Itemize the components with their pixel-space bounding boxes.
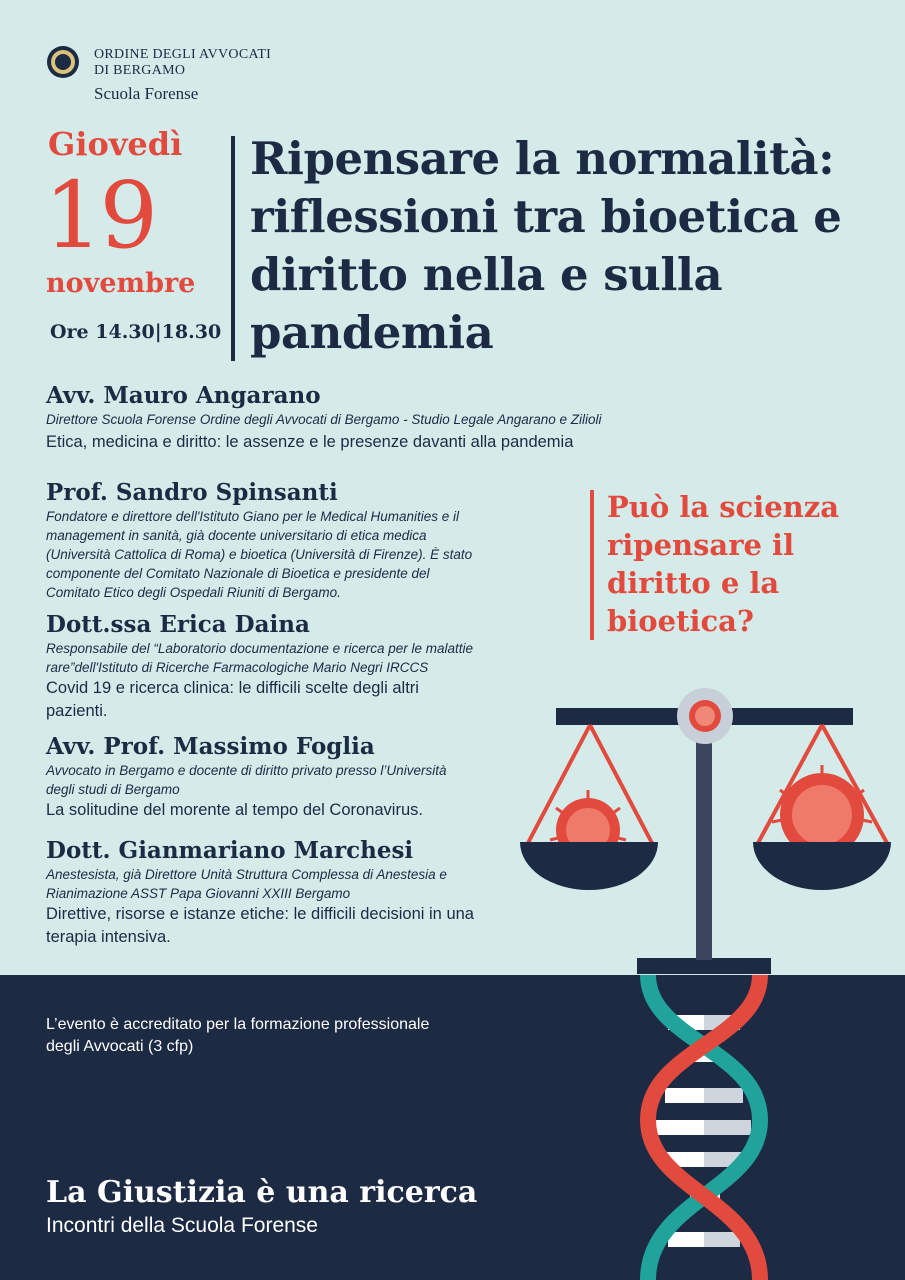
speaker-role: componente del Comitato Nazionale di Bioetica e presidente del	[46, 566, 430, 581]
dna-helix-illustration	[637, 958, 771, 1280]
speaker-talk: Etica, medicina e diritto: le assenze e le presenze davanti alla pandemia	[46, 433, 574, 451]
question-line: diritto e la	[607, 566, 780, 600]
highlight-question	[607, 488, 897, 640]
org-name-line1: ORDINE DEGLI AVVOCATI	[94, 47, 272, 62]
series-subtitle: Incontri della Scuola Forense	[46, 1214, 318, 1237]
speaker-name: Avv. Mauro Angarano	[46, 382, 321, 409]
title-divider	[231, 136, 235, 361]
org-name-line2: DI BERGAMO	[94, 63, 186, 78]
accreditation-note	[46, 1014, 526, 1058]
speaker-talk: pazienti.	[46, 702, 108, 720]
school-name: Scuola Forense	[94, 84, 199, 103]
question-line: bioetica?	[607, 604, 754, 638]
speaker-role: Rianimazione ASST Papa Giovanni XXIII Bergamo	[46, 886, 351, 901]
speaker-role: Responsabile del “Laboratorio documentazione e ricerca per le malattie	[46, 641, 473, 656]
speaker-block	[46, 611, 566, 723]
speaker-role: Comitato Etico degli Ospedali Riuniti di Bergamo.	[46, 585, 341, 600]
speaker-block	[46, 382, 746, 454]
title-line: Ripensare la normalità:	[250, 132, 835, 185]
event-day: 19	[44, 162, 156, 269]
speaker-block	[46, 479, 566, 602]
speaker-role: degli studi di Bergamo	[46, 782, 180, 797]
speaker-name: Prof. Sandro Spinsanti	[46, 479, 338, 506]
speaker-role: rare”dell'Istituto di Ricerche Farmacologiche Mario Negri IRCCS	[46, 660, 429, 675]
speaker-name: Dott. Gianmariano Marchesi	[46, 837, 414, 864]
event-hours: Ore 14.30|18.30	[50, 321, 222, 343]
speaker-name: Dott.ssa Erica Daina	[46, 611, 310, 638]
speaker-role: Avvocato in Bergamo e docente di diritto privato presso l’Università	[46, 763, 447, 778]
title-line: diritto nella e sulla	[250, 248, 723, 301]
speaker-talk: terapia intensiva.	[46, 928, 171, 946]
speaker-talk: Covid 19 e ricerca clinica: le difficili scelte degli altri	[46, 679, 419, 697]
question-line: ripensare il	[607, 528, 795, 562]
question-divider	[590, 490, 594, 640]
accreditation-line: L’evento è accreditato per la formazione professionale	[46, 1016, 430, 1033]
scale-of-justice-illustration	[520, 688, 891, 960]
speaker-talk: Direttive, risorse e istanze etiche: le difficili decisioni in una	[46, 905, 474, 923]
speaker-role: Direttore Scuola Forense Ordine degli Avvocati di Bergamo - Studio Legale Angarano e Zilioli	[46, 412, 602, 427]
speaker-role: management in sanità, già docente universitario di etica medica	[46, 528, 427, 543]
question-line: Può la scienza	[607, 490, 840, 524]
speaker-role: (Università Cattolica di Roma) e bioetica (Università di Firenze). È stato	[46, 547, 473, 562]
speaker-role: Anestesista, già Direttore Unità Struttura Complessa di Anestesia e	[46, 867, 447, 882]
speaker-block	[46, 733, 566, 822]
order-seal-logo	[46, 45, 80, 79]
speaker-block	[46, 837, 566, 949]
accreditation-line: degli Avvocati (3 cfp)	[46, 1038, 194, 1055]
title-line: pandemia	[250, 306, 494, 359]
series-title: La Giustizia è una ricerca	[46, 1175, 478, 1210]
speaker-talk: La solitudine del morente al tempo del Coronavirus.	[46, 801, 423, 819]
speaker-name: Avv. Prof. Massimo Foglia	[46, 733, 375, 760]
event-weekday: Giovedì	[48, 125, 183, 163]
event-month: novembre	[46, 268, 196, 299]
event-title	[250, 130, 890, 362]
speaker-role: Fondatore e direttore dell'Istituto Giano per le Medical Humanities e il	[46, 509, 460, 524]
title-line: riflessioni tra bioetica e	[250, 190, 842, 243]
